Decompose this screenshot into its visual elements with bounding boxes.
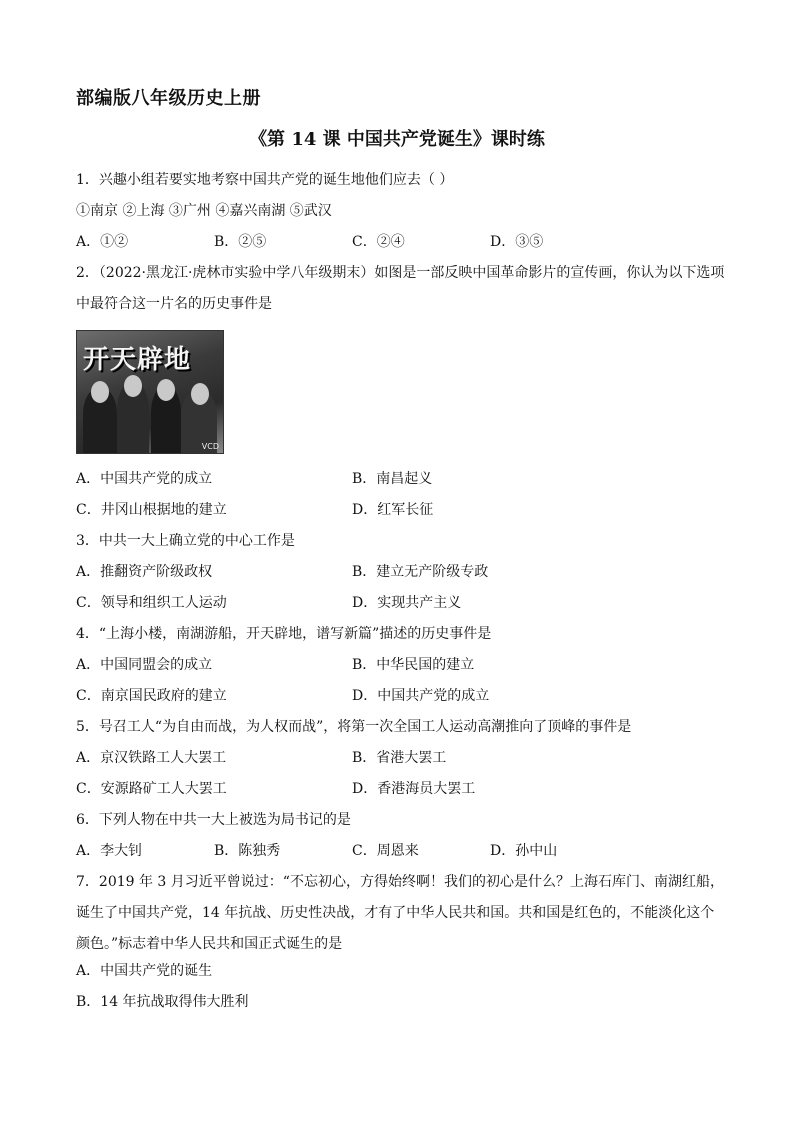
question-3-options-row1 xyxy=(76,561,724,592)
question-5-options-row2 xyxy=(76,778,724,809)
header-title: 部编版八年级历史上册 xyxy=(76,88,261,109)
question-6-stem: 6．下列人物在中共一大上被选为局书记的是 xyxy=(76,812,351,828)
figure-caption: VCD xyxy=(201,442,219,451)
option-d: D．孙中山 xyxy=(490,843,558,859)
option-d: D．③⑤ xyxy=(490,234,544,250)
option-a: A．中国共产党的成立 xyxy=(76,471,213,487)
question-1-choices: ①南京 ②上海 ③广州 ④嘉兴南湖 ⑤武汉 xyxy=(76,203,332,219)
question-2-stem-line2: 中最符合这一片名的历史事件是 xyxy=(76,296,272,312)
option-c: C．周恩来 xyxy=(352,843,419,859)
option-d: D．中国共产党的成立 xyxy=(352,688,490,704)
film-title: 开天辟地 xyxy=(83,345,192,375)
option-c: C．南京国民政府的建立 xyxy=(76,688,227,704)
figure-head xyxy=(191,383,209,405)
option-c: C．领导和组织工人运动 xyxy=(76,595,227,611)
option-b: B．14 年抗战取得伟大胜利 xyxy=(76,994,249,1010)
question-5-options-row1 xyxy=(76,747,724,778)
figure-head xyxy=(91,381,109,403)
option-c: C．②④ xyxy=(352,234,405,250)
question-2-stem-line1: 2．（2022·黑龙江·虎林市实验中学八年级期末）如图是一部反映中国革命影片的宣传画，你认为以下选项 xyxy=(76,265,725,281)
option-b: B．南昌起义 xyxy=(352,471,433,487)
option-d: D．红军长征 xyxy=(352,502,434,518)
figure-head xyxy=(157,379,175,401)
film-poster-image xyxy=(76,330,224,454)
figure-head xyxy=(124,375,142,397)
question-3-options-row2 xyxy=(76,592,724,623)
option-a: A．推翻资产阶级政权 xyxy=(76,564,213,580)
option-a: A．中国共产党的诞生 xyxy=(76,963,213,979)
option-b: B．②⑤ xyxy=(214,234,267,250)
question-7-stem: 7．2019 年 3 月习近平曾说过：“不忘初心，方得始终啊！我们的初心是什么？上海石库门、南湖红船，诞生了中国共产党，14 年抗战、历史性决战，才有了中华人民共和国。共和国是红色的，不能淡化这个颜色。”标志着中华人民共和国正式诞生的是 xyxy=(76,874,724,952)
option-b: B．中华民国的建立 xyxy=(352,657,475,673)
option-b: B．省港大罢工 xyxy=(352,750,447,766)
option-b: B．建立无产阶级专政 xyxy=(352,564,489,580)
option-a: A．①② xyxy=(76,234,129,250)
question-3-stem: 3．中共一大上确立党的中心工作是 xyxy=(76,533,295,549)
option-a: A．中国同盟会的成立 xyxy=(76,657,213,673)
option-a: A．京汉铁路工人大罢工 xyxy=(76,750,227,766)
question-2-options-row1 xyxy=(76,468,724,499)
question-4-stem: 4．“上海小楼，南湖游船，开天辟地，谱写新篇”描述的历史事件是 xyxy=(76,626,492,642)
option-a: A．李大钊 xyxy=(76,843,143,859)
question-4-options-row1 xyxy=(76,654,724,685)
option-d: D．实现共产主义 xyxy=(352,595,462,611)
option-d: D．香港海员大罢工 xyxy=(352,781,476,797)
question-list xyxy=(76,169,724,1022)
option-c: C．井冈山根据地的建立 xyxy=(76,502,227,518)
option-c: C．安源路矿工人大罢工 xyxy=(76,781,227,797)
question-4-options-row2 xyxy=(76,685,724,716)
question-2-options-row2 xyxy=(76,499,724,530)
question-1-options xyxy=(76,231,724,262)
option-b: B．陈独秀 xyxy=(214,843,281,859)
document-title: 《第 14 课 中国共产党诞生》课时练 xyxy=(249,129,545,150)
question-1-stem: 1．兴趣小组若要实地考察中国共产党的诞生地他们应去（ ） xyxy=(76,172,454,188)
question-5-stem: 5．号召工人“为自由而战，为人权而战”，将第一次全国工人运动高潮推向了顶峰的事件是 xyxy=(76,719,632,735)
